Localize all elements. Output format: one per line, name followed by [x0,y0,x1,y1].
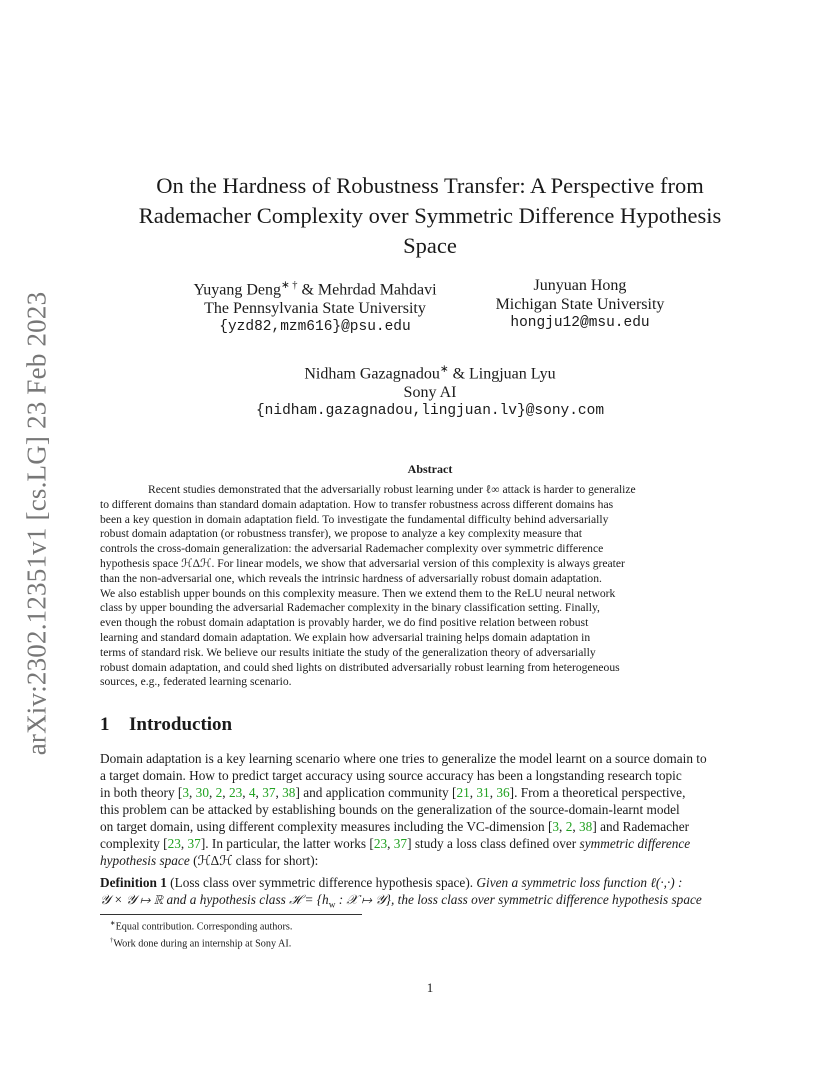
author-email[interactable]: {yzd82,mzm616}@psu.edu [219,319,411,336]
abstract-line: hypothesis space ℋΔℋ. For linear models, we show that adversarial version of this complexity is always greater [100,556,625,570]
author-mark: ∗ † [280,280,298,291]
title-line: Rademacher Complexity over Symmetric Difference Hypothesis [138,203,722,228]
abstract-line: robust domain adaptation, and could shed lights on distributed adversarially robust learning from heterogeneous [100,660,620,674]
section-heading [100,714,232,736]
page-number: 1 [426,980,434,995]
abstract-line: class by upper bounding the adversarial Rademacher complexity in the binary classification setting. Finally, [100,601,600,615]
author-affiliation: Michigan State University [495,296,665,313]
title-line: On the Hardness of Robustness Transfer: A Perspective from [156,173,704,198]
section-title: Introduction [129,714,233,735]
paper-title [100,171,760,261]
footnote-item: ∗Equal contribution. Corresponding authors. [110,920,293,933]
citation-link[interactable]: 37 [262,785,276,800]
citation-link[interactable]: 37 [393,836,408,851]
body-line: a target domain. How to predict target accuracy using source accuracy has been a longstanding research topic [100,768,682,783]
citation-link[interactable]: 36 [496,785,510,800]
definition-label: Definition 1 [100,875,167,890]
abstract-line: to different domains than standard domain adaptation. How to transfer robustness across different domains has [100,497,614,511]
citation-link[interactable]: 3 [552,819,560,834]
introduction-paragraph [100,750,764,869]
abstract-line: terms of standard risk. We believe our results initiate the study of the generalization theory of adversarially [100,645,596,659]
abstract-line: even though the robust domain adaptation is provably harder, we do find positive relation between robust [100,616,589,630]
citation-link[interactable]: 4 [248,785,256,800]
citation-link[interactable]: 2 [215,785,223,800]
citation-link[interactable]: 2 [565,819,573,834]
footnote-divider [100,914,362,915]
arxiv-stamp-text: arXiv:2302.12351v1 [cs.LG] 23 Feb 2023 [21,291,52,755]
body-line: in both theory [3, 30, 2, 23, 4, 37, 38] and application community [21, 31, 36]. From a theoretical perspective, [100,785,686,800]
citation-link[interactable]: 38 [282,785,296,800]
author-affiliation: Sony AI [403,384,457,402]
author-email[interactable]: {nidham.gazagnadou,lingjuan.lv}@sony.com [255,403,605,420]
arxiv-identifier-stamp [18,289,56,757]
abstract-line: controls the cross-domain generalization: the adversarial Rademacher complexity over symmetric difference [100,542,604,556]
abstract-line: robust domain adaptation (or robustness transfer), we propose to analyze a key complexity measure that [100,527,582,541]
body-line: Domain adaptation is a key learning scenario where one tries to generalize the model learnt on a source domain to [100,751,707,766]
citation-link[interactable]: 23 [228,785,243,800]
abstract-line: been a key question in domain adaptation field. To investigate the fundamental difficulty behind adversarially [100,512,609,526]
abstract-line: Recent studies demonstrated that the adversarially robust learning under ℓ∞ attack is harder to generalize [148,483,636,496]
body-line: complexity [23, 37]. In particular, the latter works [23, 37] study a loss class defined over symmetric difference [100,836,691,851]
abstract-line: We also establish upper bounds on this complexity measure. Then we extend them to the ReLU neural network [100,586,616,600]
title-line: Space [403,233,457,258]
body-line: this problem can be attacked by establishing bounds on the generalization of the source-domain-learnt model [100,802,680,817]
footnotes [100,917,292,951]
author-names: Yuyang Deng∗ † & Mehrdad Mahdavi [193,280,437,299]
citation-link[interactable]: 3 [182,785,190,800]
abstract-heading: Abstract [407,462,453,476]
citation-link[interactable]: 31 [476,785,490,800]
author-email[interactable]: hongju12@msu.edu [510,315,650,331]
author-names: Junyuan Hong [533,277,627,294]
body-line: hypothesis space (ℋΔℋ class for short): [100,853,319,868]
citation-link[interactable]: 23 [373,836,388,851]
citation-link[interactable]: 23 [167,836,181,851]
author-group-psu [160,276,470,337]
footnote-item: †Work done during an internship at Sony AI. [110,936,292,950]
abstract-line: learning and standard domain adaptation. We explain how adversarial training helps domain adaptation in [100,630,591,644]
citation-link[interactable]: 38 [579,819,593,834]
author-group-msu [475,276,685,333]
citation-link[interactable]: 30 [195,785,209,800]
definition-block [100,874,764,915]
section-number: 1 [100,714,110,735]
author-group-sony [200,360,660,421]
definition-line: Definition 1 (Loss class over symmetric difference hypothesis space). Given a symmetric loss function ℓ(·,·) : [100,875,683,890]
abstract-line: than the non-adversarial one, which reveals the intrinsic hardness of adversarially robust domain adaptation. [100,571,602,585]
abstract-body [100,483,760,690]
author-names: Nidham Gazagnadou∗ & Lingjuan Lyu [304,364,556,383]
body-line: on target domain, using different complexity measures including the VC-dimension [3, 2, 38] and Rademacher [100,819,690,834]
definition-line: 𝒴 × 𝒴 ↦ ℝ and a hypothesis class ℋ = {$h_w$ : 𝒳 ↦ 𝒴}, the loss class over symmetric difference hypothesis space [100,892,702,911]
author-mark: ∗ [439,364,449,375]
abstract-line: sources, e.g., federated learning scenario. [100,675,292,689]
citation-link[interactable]: 21 [456,785,470,800]
citation-link[interactable]: 37 [187,836,201,851]
author-affiliation: The Pennsylvania State University [204,300,426,318]
